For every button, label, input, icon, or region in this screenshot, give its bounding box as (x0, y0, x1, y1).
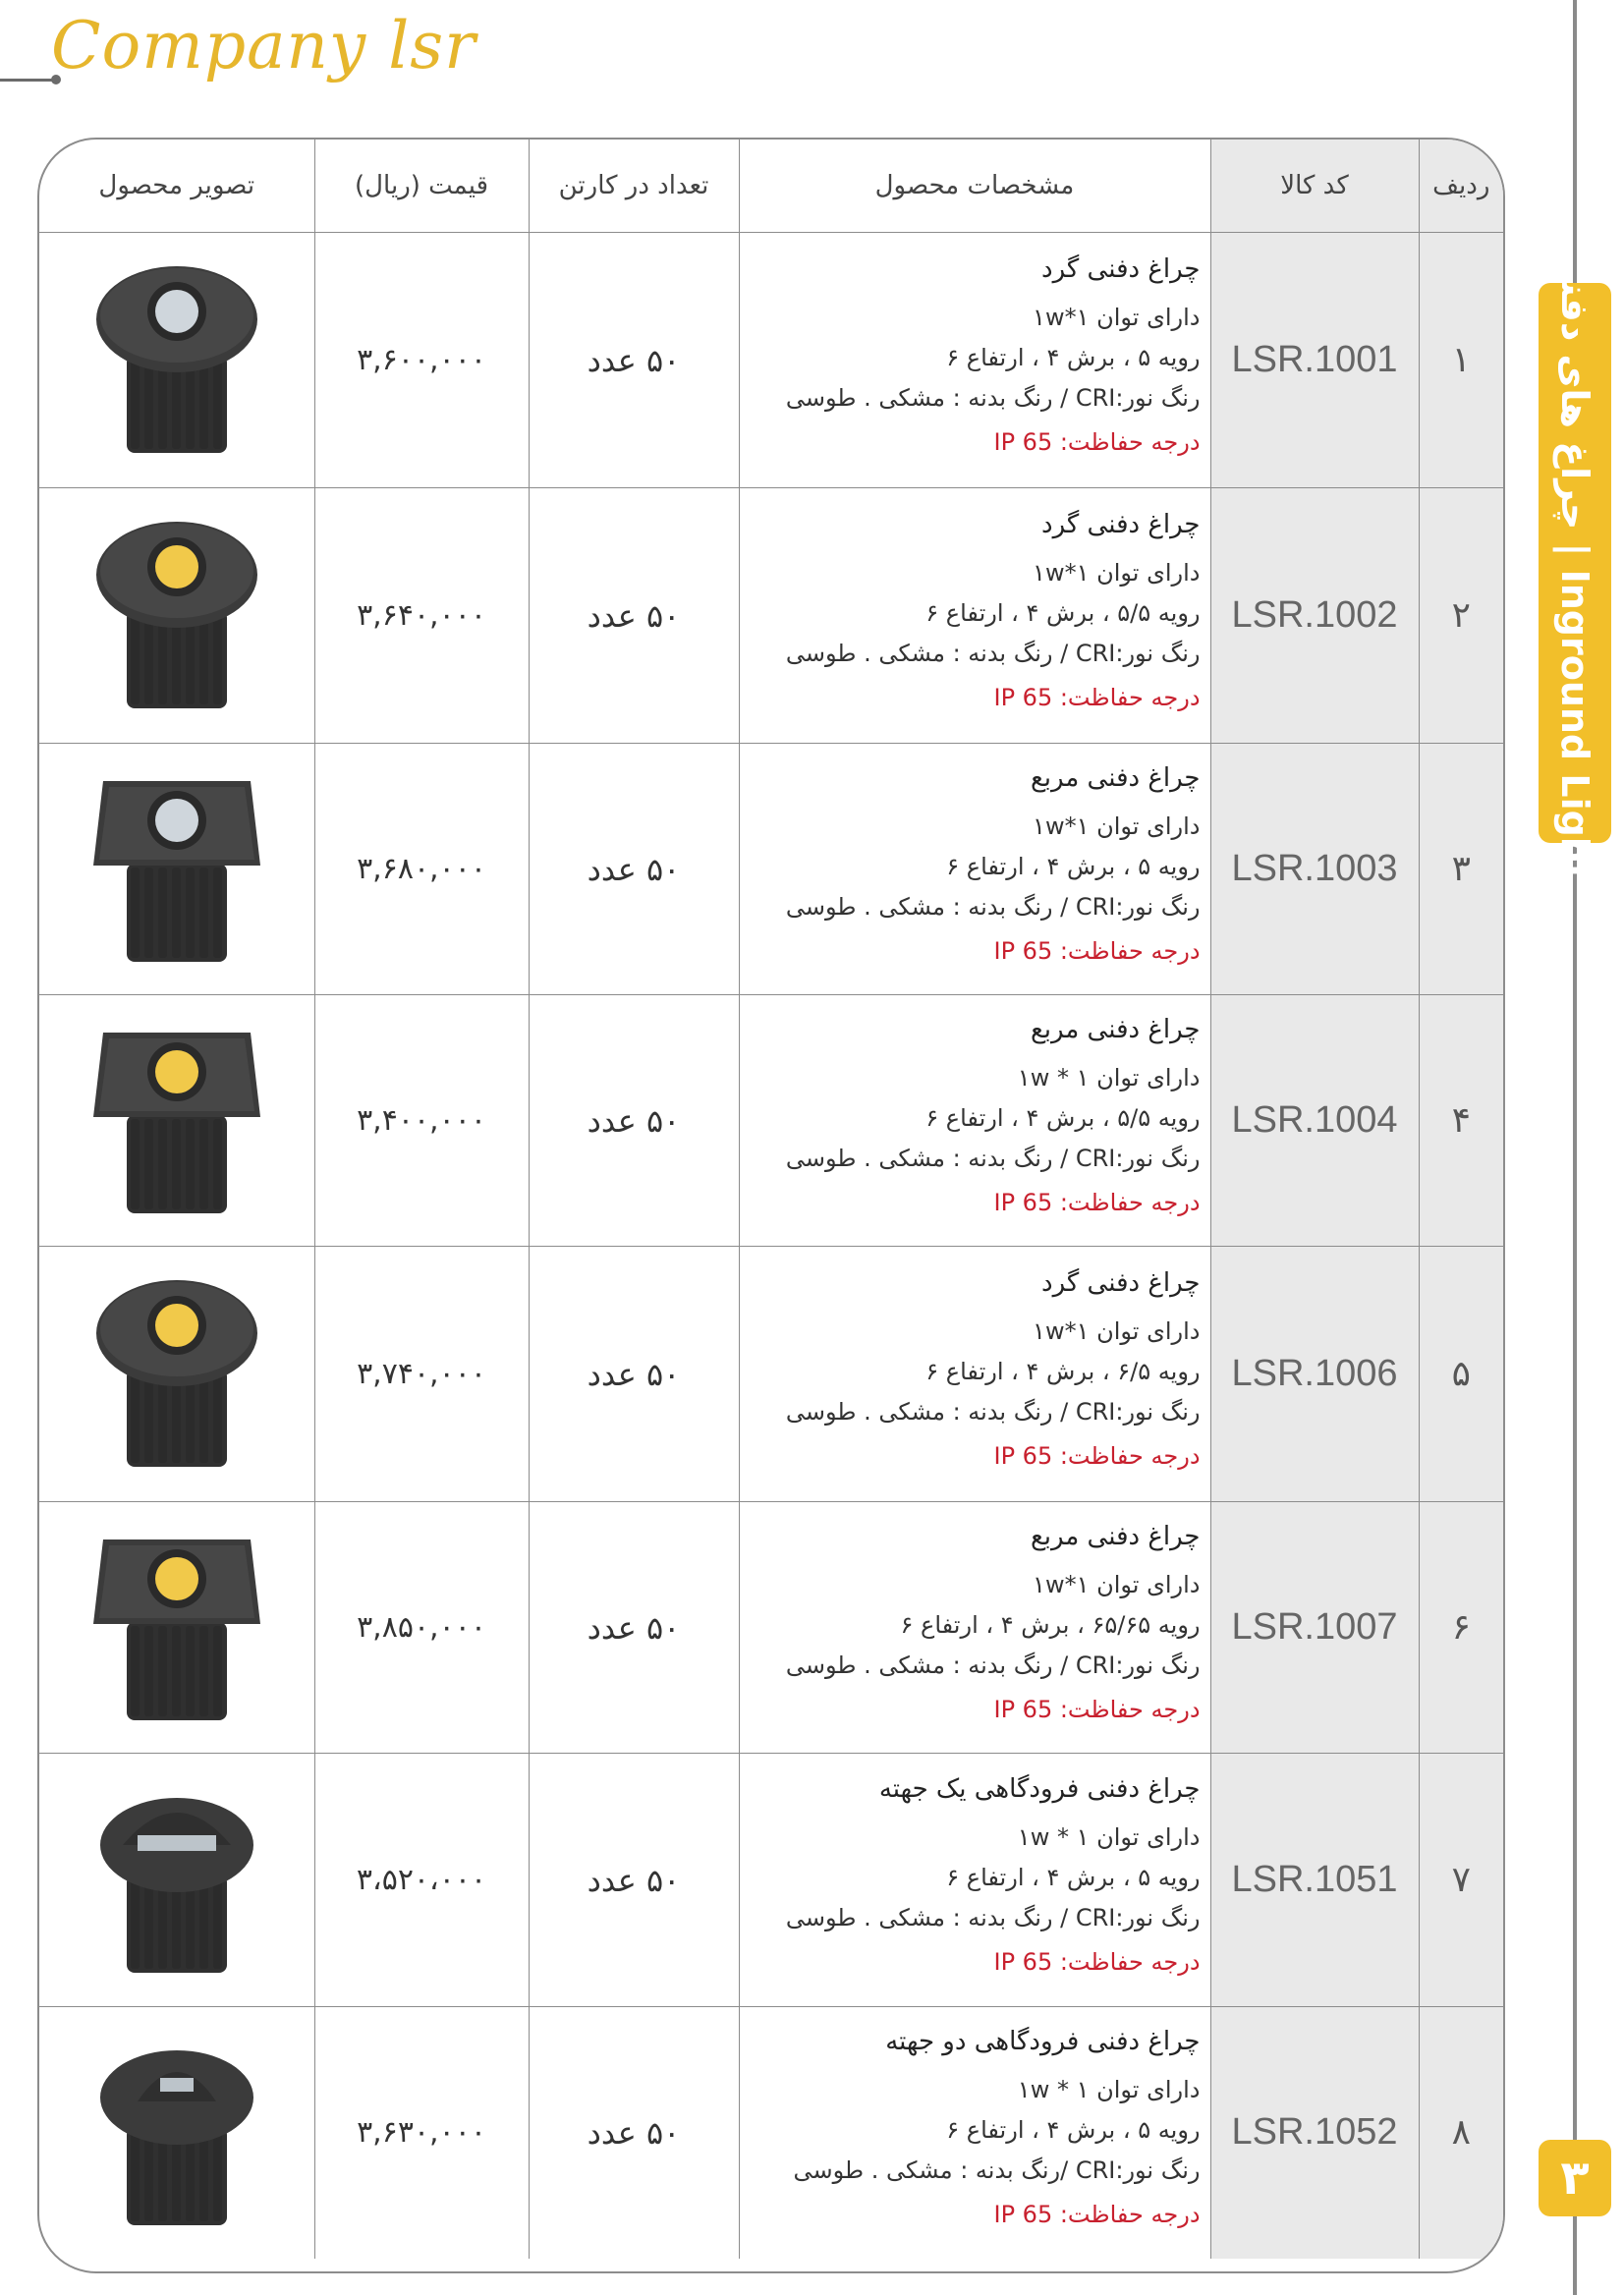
product-price: ۳,۸۵۰,۰۰۰ (314, 1502, 529, 1754)
carton-quantity: ۵۰ عدد (529, 488, 739, 744)
company-logo: Company lsr (51, 8, 476, 84)
table-row (39, 1754, 1503, 2007)
spec-title: چراغ دفنی گرد (1040, 254, 1201, 284)
spec-color: رنگ نور:CRI / رنگ بدنه : مشکی . طوسی (785, 1651, 1201, 1679)
spec-dimensions: رویه ۶۵/۶۵ ، برش ۴ ، ارتفاع ۶ (900, 1611, 1201, 1639)
product-spec (739, 233, 1210, 488)
carton-quantity: ۵۰ عدد (529, 1247, 739, 1502)
spec-title: چراغ دفنی مربع (1030, 1015, 1201, 1044)
product-photo (84, 1021, 270, 1217)
spec-dimensions: رویه ۵/۵ ، برش ۴ ، ارتفاع ۶ (925, 599, 1201, 627)
header-spec: مشخصات محصول (739, 140, 1210, 233)
spec-dimensions: رویه ۵/۵ ، برش ۴ ، ارتفاع ۶ (925, 1104, 1201, 1132)
spec-color: رنگ نور:CRI / رنگ بدنه : مشکی . طوسی (785, 1145, 1201, 1172)
table-row (39, 995, 1503, 1247)
product-code: LSR.1006 (1210, 1247, 1419, 1502)
table-header-row (39, 140, 1503, 233)
spec-color: رنگ نور:CRI /رنگ بدنه : مشکی . طوسی (793, 2156, 1201, 2185)
spec-color: رنگ نور:CRI / رنگ بدنه : مشکی . طوسی (785, 1904, 1201, 1931)
spec-ip-rating: درجه حفاظت: IP 65 (993, 1948, 1201, 1976)
row-number: ۴ (1419, 995, 1503, 1247)
product-code: LSR.1004 (1210, 995, 1419, 1247)
product-spec (739, 1502, 1210, 1754)
product-image-cell (39, 1502, 314, 1754)
row-number: ۳ (1419, 744, 1503, 995)
table-row (39, 233, 1503, 488)
spec-power: دارای توان ۱w * ۱ (1017, 1823, 1201, 1851)
spec-title: چراغ دفنی فرودگاهی دو جهته (885, 2027, 1201, 2057)
product-spec (739, 744, 1210, 995)
header-image: تصویر محصول (39, 140, 314, 233)
row-number: ۱ (1419, 233, 1503, 488)
product-image-cell (39, 744, 314, 995)
table-row (39, 1502, 1503, 1754)
row-number: ۷ (1419, 1754, 1503, 2007)
row-number: ۵ (1419, 1247, 1503, 1502)
product-image-cell (39, 2007, 314, 2259)
carton-quantity: ۵۰ عدد (529, 1754, 739, 2007)
product-spec (739, 995, 1210, 1247)
spec-dimensions: رویه ۵ ، برش ۴ ، ارتفاع ۶ (946, 344, 1201, 371)
product-price: ۳،۵۲۰،۰۰۰ (314, 1754, 529, 2007)
spec-ip-rating: درجه حفاظت: IP 65 (993, 1696, 1201, 1723)
spec-dimensions: رویه ۵ ، برش ۴ ، ارتفاع ۶ (946, 1864, 1201, 1891)
header-row-number: ردیف (1419, 140, 1503, 233)
product-image-cell (39, 1754, 314, 2007)
page-number: ۳ (1539, 2140, 1611, 2216)
spec-ip-rating: درجه حفاظت: IP 65 (993, 1442, 1201, 1470)
row-number: ۶ (1419, 1502, 1503, 1754)
product-code: LSR.1003 (1210, 744, 1419, 995)
product-spec (739, 1754, 1210, 2007)
carton-quantity: ۵۰ عدد (529, 995, 739, 1247)
spec-ip-rating: درجه حفاظت: IP 65 (993, 2201, 1201, 2229)
spec-dimensions: رویه ۵ ، برش ۴ ، ارتفاع ۶ (946, 853, 1201, 880)
spec-color: رنگ نور:CRI / رنگ بدنه : مشکی . طوسی (785, 893, 1201, 921)
spec-title: چراغ دفنی مربع (1030, 763, 1201, 793)
product-image-cell (39, 488, 314, 744)
product-code: LSR.1007 (1210, 1502, 1419, 1754)
spec-ip-rating: درجه حفاظت: IP 65 (993, 684, 1201, 711)
spec-title: چراغ دفنی گرد (1040, 1268, 1201, 1298)
table-row (39, 488, 1503, 744)
product-price: ۳,۶۰۰,۰۰۰ (314, 233, 529, 488)
product-code: LSR.1052 (1210, 2007, 1419, 2259)
product-price: ۳,۶۳۰,۰۰۰ (314, 2007, 529, 2259)
spec-power: دارای توان ۱w*۱ (1033, 812, 1201, 840)
spec-dimensions: رویه ۶/۵ ، برش ۴ ، ارتفاع ۶ (925, 1358, 1201, 1385)
header-qty: تعداد در کارتن (529, 140, 739, 233)
spec-title: چراغ دفنی مربع (1030, 1522, 1201, 1551)
spec-ip-rating: درجه حفاظت: IP 65 (993, 937, 1201, 965)
logo-rule (0, 79, 55, 82)
spec-power: دارای توان ۱w * ۱ (1017, 2076, 1201, 2104)
product-price: ۳,۷۴۰,۰۰۰ (314, 1247, 529, 1502)
carton-quantity: ۵۰ عدد (529, 233, 739, 488)
carton-quantity: ۵۰ عدد (529, 2007, 739, 2259)
product-photo (84, 2033, 270, 2229)
spec-power: دارای توان ۱w*۱ (1033, 1317, 1201, 1345)
table-row (39, 1247, 1503, 1502)
spec-power: دارای توان ۱w*۱ (1033, 304, 1201, 331)
carton-quantity: ۵۰ عدد (529, 1502, 739, 1754)
header-price: قیمت (ریال) (314, 140, 529, 233)
category-label: چراغ های دفنی | Inground Light (1553, 244, 1596, 882)
product-image-cell (39, 233, 314, 488)
product-photo (84, 260, 270, 457)
product-spec (739, 1247, 1210, 1502)
product-code: LSR.1002 (1210, 488, 1419, 744)
product-spec (739, 2007, 1210, 2259)
table-row (39, 2007, 1503, 2259)
spec-power: دارای توان ۱w*۱ (1033, 559, 1201, 587)
header-code: کد کالا (1210, 140, 1419, 233)
product-code: LSR.1001 (1210, 233, 1419, 488)
product-code: LSR.1051 (1210, 1754, 1419, 2007)
spec-ip-rating: درجه حفاظت: IP 65 (993, 428, 1201, 456)
spec-power: دارای توان ۱w * ۱ (1017, 1064, 1201, 1092)
product-image-cell (39, 995, 314, 1247)
carton-quantity: ۵۰ عدد (529, 744, 739, 995)
product-price: ۳,۶۴۰,۰۰۰ (314, 488, 529, 744)
price-table (37, 138, 1505, 2273)
table-row (39, 744, 1503, 995)
product-photo (84, 1274, 270, 1471)
spec-title: چراغ دفنی فرودگاهی یک جهته (878, 1774, 1201, 1804)
row-number: ۸ (1419, 2007, 1503, 2259)
product-photo (84, 516, 270, 712)
spec-dimensions: رویه ۵ ، برش ۴ ، ارتفاع ۶ (946, 2116, 1201, 2145)
product-image-cell (39, 1247, 314, 1502)
spec-power: دارای توان ۱w*۱ (1033, 1571, 1201, 1598)
row-number: ۲ (1419, 488, 1503, 744)
spec-color: رنگ نور:CRI / رنگ بدنه : مشکی . طوسی (785, 640, 1201, 667)
spec-title: چراغ دفنی گرد (1040, 510, 1201, 539)
product-price: ۳,۶۸۰,۰۰۰ (314, 744, 529, 995)
product-spec (739, 488, 1210, 744)
product-photo (84, 769, 270, 966)
product-photo (84, 1780, 270, 1977)
product-price: ۳,۴۰۰,۰۰۰ (314, 995, 529, 1247)
spec-color: رنگ نور:CRI / رنگ بدنه : مشکی . طوسی (785, 1398, 1201, 1426)
spec-ip-rating: درجه حفاظت: IP 65 (993, 1189, 1201, 1216)
category-tab (1539, 244, 1611, 882)
spec-color: رنگ نور:CRI / رنگ بدنه : مشکی . طوسی (785, 384, 1201, 412)
product-photo (84, 1528, 270, 1724)
